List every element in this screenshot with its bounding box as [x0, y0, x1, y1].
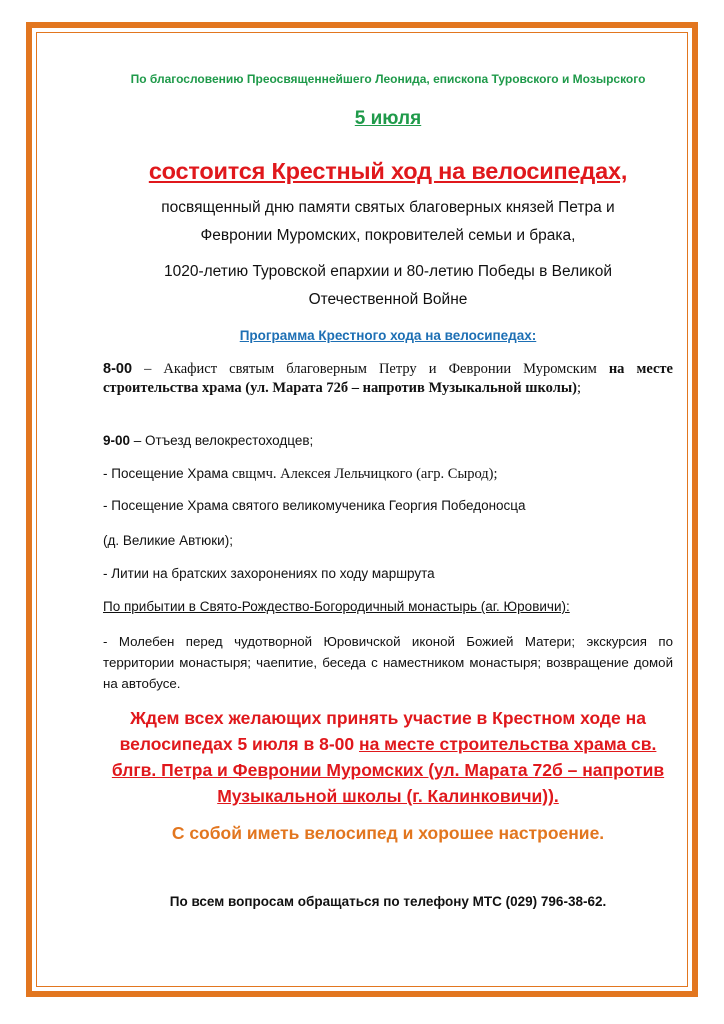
item-end: ;	[577, 380, 582, 396]
visit-place: свщмч. Алексея Лельчицкого (агр. Сырод);	[232, 466, 498, 482]
anniversary	[103, 258, 673, 314]
program-item-departure	[103, 433, 673, 448]
dedication-line-2: Февронии Муромских, покровителей семьи и брака,	[200, 227, 576, 244]
item-time: 8-00	[103, 361, 133, 377]
invitation	[103, 705, 673, 809]
arrival-heading: По прибытии в Свято-Рождество-Богородичный монастырь (аг. Юровичи):	[103, 599, 570, 614]
item-text: – Отъезд велокрестоходцев;	[130, 433, 314, 448]
headline: состоится Крестный ход на велосипедах,	[148, 158, 628, 184]
dedication	[103, 194, 673, 250]
program-item-akathist	[103, 360, 673, 398]
visit-prefix: - Посещение Храма	[103, 466, 232, 481]
program-item-visit-2-place: (д. Великие Автюки);	[103, 533, 233, 548]
item-time: 9-00	[103, 433, 131, 448]
invitation-text: Ждем всех желающих принять участие в Крестном ходе на велосипедах 5 июля в 8-00	[119, 708, 646, 754]
item-place: на месте строительства храма (ул. Марата 72б – напротив Музыкальной школы)	[103, 361, 673, 396]
program-item-visit-2: - Посещение Храма святого великомученика Георгия Победоносца	[103, 498, 526, 513]
bring-note: С собой иметь велосипед и хорошее настроение.	[171, 823, 605, 843]
program-item-moleben: - Молебен перед чудотворной Юровичской иконой Божией Матери; экскурсия по территории монастыря; чаепитие, беседа с наместником монастыря; возвращение домой на автобусе.	[103, 634, 673, 691]
invitation-place: на месте строительства храма св. блгв. Петра и Февронии Муромских (ул. Марата 72б – напротив Музыкальной школы (г. Калинковичи)).	[111, 734, 665, 806]
item-text: – Акафист святым благоверным Петру и Февронии Муромским	[132, 361, 609, 377]
program-item-litii: - Литии на братских захоронениях по ходу маршрута	[103, 566, 435, 581]
anniversary-line-2: Отечественной Войне	[308, 291, 468, 308]
blessing-line: По благословению Преосвященнейшего Леонида, епископа Туровского и Мозырского	[130, 72, 646, 86]
anniversary-line-1: 1020-летию Туровской епархии и 80-летию Победы в Великой	[163, 263, 613, 280]
dedication-line-1: посвященный дню памяти святых благоверных князей Петра и	[161, 199, 615, 216]
event-date: 5 июля	[354, 108, 422, 129]
contact-info: По всем вопросам обращаться по телефону МТС (029) 796-38-62.	[169, 894, 607, 909]
program-item-visit-1	[103, 466, 673, 483]
program-title: Программа Крестного хода на велосипедах:	[239, 328, 537, 343]
